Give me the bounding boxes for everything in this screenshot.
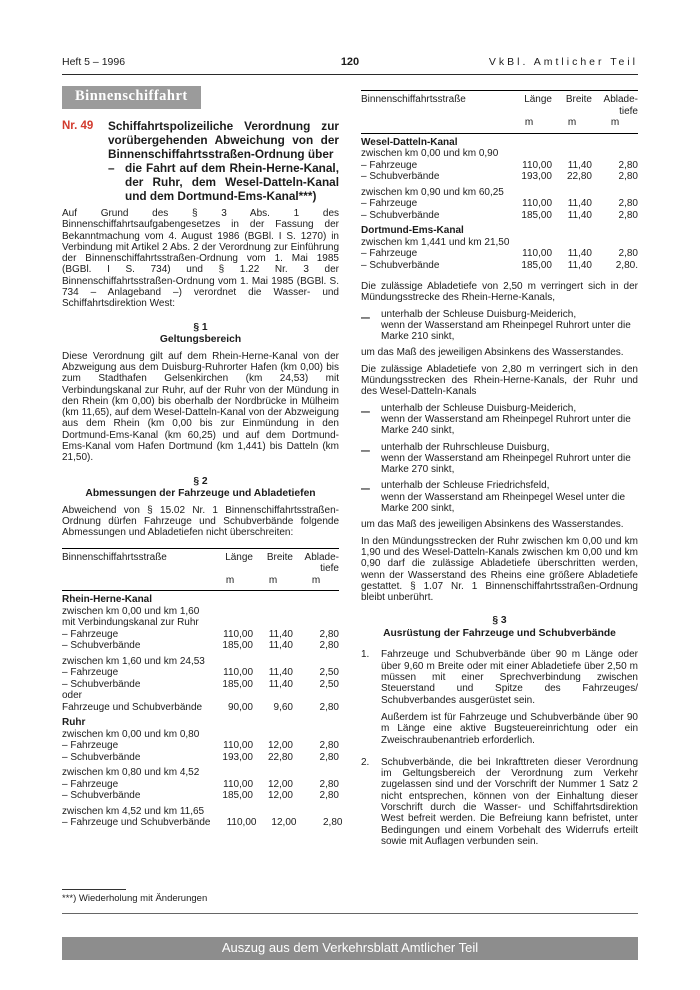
flow-paragraph: In den Mündungsstrecken der Ruhr zwischen km 0,00 und km 1,90 und des Wesel-Datteln-Kanals zwischen km 0,00 und km 0,90 darf die zulässige Abladetiefe überschritten werden, wenn der Wasserstand des Rheins eine größere Abladetiefe gestattet. § 1.07 Nr. 1 Binnenschiffahrtsstraßen-Ordnung bleibt unberührt. (361, 535, 638, 604)
dash-list-item (361, 442, 638, 476)
value-length: 110,00 (223, 740, 253, 752)
table-row (62, 767, 339, 779)
value-length: 185,00 (222, 640, 253, 652)
col-header-depth: Ablade- tiefe (304, 551, 339, 575)
value-width: 9,60 (273, 701, 293, 713)
unit-depth: m (610, 117, 620, 128)
item-paragraph: Schubverbände, die bei Inkrafttreten dieser Verordnung im Geltungsbereich der Verordnung zum Verkehr zugelassen sind und der Vorschrift der Nummer 1 Satz 2 nicht entsprechen, können von der Einhaltung dieser Vorschrift durch die Wasser- und Schiffahrtsdirektion West befreit werden. Die Befreiung kann befristet, unter Bedingungen und einem Vorbehalt des Widerrufs erteilt sowie mit Auflagen verbunden sein. (381, 756, 638, 847)
page-number: 120 (340, 56, 360, 68)
value-depth: 2,80 (319, 790, 339, 802)
footnote-rule (62, 889, 126, 890)
row-label: – Fahrzeuge (62, 778, 119, 790)
value-depth: 2,80 (319, 628, 339, 640)
value-depth: 2,80 (322, 817, 343, 829)
value-width: 12,00 (267, 790, 293, 802)
value-depth: 2,80 (618, 209, 638, 221)
table-row (361, 148, 638, 160)
table-mid-rule (361, 133, 638, 134)
table-mid-rule (62, 590, 339, 591)
value-length: 185,00 (521, 209, 552, 221)
value-length: 110,00 (223, 778, 253, 790)
article-number: Nr. 49 (62, 120, 94, 132)
row-label: – Schubverbände (62, 751, 141, 763)
article-head (62, 119, 339, 203)
value-width: 11,40 (567, 259, 592, 271)
row-label: – Fahrzeuge und Schubverbände (62, 817, 211, 829)
row-label: – Schubverbände (361, 171, 440, 182)
item-paragraph: Fahrzeuge und Schubverbände über 90 m Länge oder über 9,60 m Breite oder mit einer Abladetiefe über 2,50 m müssen mit einer Sprechverbindung zwischen Steuerstand und Spitze des Fahrzeuges/ Schubverbandes ausgerüstet sein. (381, 649, 638, 706)
waterway-group-label: Rhein-Herne-Kanal (62, 594, 153, 606)
section-3-heading: § 3 (492, 615, 507, 627)
row-note: zwischen km 0,00 und km 0,90 (361, 148, 499, 159)
item-paragraph: Außerdem ist für Fahrzeuge und Schubverbände über 90 m Länge eine aktive Bugsteuereinrichtung oder ein Zweischraubenantrieb erforderlich. (381, 711, 638, 746)
row-note: mit Verbindungskanal zur Ruhr (62, 617, 199, 629)
section-2-paragraph: Abweichend von § 15.02 Nr. 1 Binnenschiffahrtsstraßen-Ordnung dürfen Fahrzeuge und Schubverbände folgende Abmessungen und Abladetiefen nicht überschreiten: (62, 504, 339, 539)
left-column (62, 86, 343, 908)
flow-paragraph: Die zulässige Abladetiefe von 2,50 m verringert sich in der Mündungsstrecke des Rhein-Herne-Kanals, (361, 281, 638, 304)
value-depth: 2,80 (618, 198, 638, 209)
table-row (62, 806, 339, 818)
table-row (361, 248, 638, 260)
value-width: 11,40 (567, 198, 592, 209)
table-row (62, 656, 339, 668)
row-note: oder (62, 690, 83, 702)
section-3-items (361, 644, 638, 853)
item-body (381, 649, 638, 751)
table-row (62, 667, 339, 679)
table-row (62, 594, 339, 606)
waterway-group-label: Dortmund-Ems-Kanal (361, 225, 464, 236)
unit-length: m (225, 574, 235, 586)
col-header-depth: Ablade- tiefe (603, 94, 638, 117)
table-row (361, 210, 638, 222)
table-row (62, 790, 339, 802)
table-row (361, 225, 638, 237)
table-row (361, 160, 638, 172)
value-depth: 2,80 (618, 159, 638, 171)
table-row (62, 752, 339, 764)
row-note: zwischen km 1,60 und km 24,53 (62, 655, 205, 667)
value-width: 11,40 (567, 248, 592, 259)
waterway-group-label: Wesel-Datteln-Kanal (361, 136, 458, 148)
col-header-length: Länge (524, 94, 552, 105)
value-width: 11,40 (268, 678, 293, 690)
running-head (62, 56, 638, 68)
section-2-heading: § 2 (193, 475, 208, 487)
table-row (62, 640, 339, 652)
article-title-item (108, 161, 339, 203)
table-row (361, 260, 638, 272)
value-depth: 2,80 (319, 740, 339, 752)
value-length: 110,00 (522, 159, 552, 171)
waterway-group-label: Ruhr (62, 717, 86, 729)
col-header-width: Breite (266, 551, 293, 563)
table-row (361, 187, 638, 199)
value-width: 12,00 (267, 778, 293, 790)
col-header-width: Breite (565, 94, 592, 105)
dash-marker: – (361, 441, 370, 459)
journal-title: VkBl. Amtlicher Teil (488, 56, 638, 68)
row-note: zwischen km 0,00 und km 0,80 (62, 728, 200, 740)
value-length: 110,00 (522, 198, 552, 209)
table-row (62, 629, 339, 641)
row-note: zwischen km 0,00 und km 1,60 (62, 605, 200, 617)
header-rule (62, 74, 638, 75)
section-3-subheading: Ausrüstung der Fahrzeuge und Schubverbände (383, 627, 616, 639)
col-header-street: Binnenschiffahrtsstraße (62, 551, 167, 563)
right-column (361, 86, 638, 908)
page-footer (62, 913, 638, 960)
dash-item-text: unterhalb der Schleuse Duisburg-Meiderich, wenn der Wasserstand am Rheinpegel Ruhrort unter die Marke 210 sinkt, (381, 308, 631, 343)
row-label: – Schubverbände (361, 259, 440, 271)
value-depth: 2,80 (618, 248, 638, 259)
table-header-row (361, 91, 638, 117)
value-length: 193,00 (521, 171, 552, 182)
value-width: 12,00 (267, 740, 293, 752)
value-length: 185,00 (222, 678, 253, 690)
table-row (62, 740, 339, 752)
footnote (62, 889, 339, 908)
row-label: – Schubverbände (62, 678, 141, 690)
value-depth: 2,80 (319, 778, 339, 790)
dash-list-item (361, 480, 638, 514)
intro-paragraph: Auf Grund des § 3 Abs. 1 des Binnenschiffahrtsaufgabengesetzes in der Fassung der Bekanntmachung vom 4. August 1986 (BGBl. I S. 1270) in Verbindung mit Artikel 2 Abs. 2 der Verordnung zur Einführung der Binnenschiffahrtsstraßen-Ordnung vom 1. Mai 1985 (BGBl. I S. 734) und § 1.22 Nr. 3 der Binnenschiffahrtsstraßen-Ordnung vom 1. Mai 1985 (BGBl. S. 734 – Anlageband –) verordnet die Wasser- und Schiffahrtsdirektion West: (62, 208, 339, 310)
value-depth: 2,80 (618, 171, 638, 182)
row-label: – Schubverbände (62, 640, 141, 652)
unit-width: m (268, 574, 278, 586)
dash-marker: – (361, 308, 370, 326)
unit-spacer (62, 575, 207, 587)
table-header-row (62, 549, 339, 575)
table-row (62, 679, 339, 691)
row-note: zwischen km 4,52 und km 11,65 (62, 805, 205, 817)
item-number: 2. (361, 756, 370, 768)
value-width: 11,40 (268, 628, 293, 640)
article-title-block (108, 119, 339, 203)
dimensions-table-right (361, 90, 638, 271)
value-length: 110,00 (223, 667, 253, 679)
table-row (62, 690, 339, 702)
table-row (62, 729, 339, 741)
item-number: 1. (361, 649, 370, 661)
section-2-subheading: Abmessungen der Fahrzeuge und Abladetiefen (85, 488, 316, 500)
flow-paragraph: um das Maß des jeweiligen Absinkens des Wasserstandes. (361, 347, 624, 359)
section-1-subheading: Geltungsbereich (159, 334, 242, 346)
dash-item-text: unterhalb der Ruhrschleuse Duisburg, wenn der Wasserstand am Rheinpegel Ruhrort unter die Marke 270 sinkt, (381, 441, 631, 476)
item-body (381, 757, 638, 853)
section-badge: Binnenschiffahrt (62, 86, 201, 109)
table-row (62, 717, 339, 729)
dash-marker: – (361, 402, 370, 420)
right-text-flow (361, 281, 638, 608)
row-label: – Fahrzeuge (361, 248, 418, 259)
flow-paragraph: Die zulässige Abladetiefe von 2,80 m verringert sich in den Mündungsstrecken des Rhein-Herne-Kanals, der Ruhr und des Wesel-Datteln-Kanals (361, 363, 638, 398)
footer-rule (62, 913, 638, 914)
unit-length: m (524, 117, 534, 128)
value-depth: 2,80 (319, 640, 339, 652)
dash-item-text: unterhalb der Schleuse Friedrichsfeld, wenn der Wasserstand am Rheinpegel Wesel unter die Marke 200 sinkt, (381, 480, 626, 515)
issue-label: Heft 5 – 1996 (62, 56, 126, 68)
value-width: 11,40 (268, 640, 293, 652)
footer-bar: Auszug aus dem Verkehrsblatt Amtlicher Teil (62, 937, 638, 960)
flow-paragraph: um das Maß des jeweiligen Absinkens des Wasserstandes. (361, 519, 624, 531)
value-width: 11,40 (268, 667, 293, 679)
value-width: 22,80 (267, 751, 293, 763)
row-label: – Fahrzeuge (62, 628, 119, 640)
row-note: zwischen km 1,441 und km 21,50 (361, 236, 510, 248)
unit-width: m (567, 117, 577, 128)
row-label: – Fahrzeuge (361, 198, 418, 209)
row-label: – Fahrzeuge (361, 159, 418, 171)
dash-item-text: unterhalb der Schleuse Duisburg-Meiderich, wenn der Wasserstand am Rheinpegel Ruhrort unter die Marke 240 sinkt, (381, 402, 631, 437)
table-row (361, 137, 638, 149)
value-width: 11,40 (567, 159, 592, 171)
dash-marker: – (361, 480, 370, 498)
table-row (62, 606, 339, 618)
table-row (62, 817, 343, 829)
col-header-length: Länge (225, 551, 253, 563)
value-width: 11,40 (567, 209, 592, 221)
value-length: 185,00 (521, 259, 552, 271)
table-units-row (361, 117, 638, 131)
row-label: – Fahrzeuge (62, 740, 119, 752)
table-row (62, 617, 339, 629)
table-row (62, 702, 339, 714)
row-note: zwischen km 0,90 und km 60,25 (361, 186, 504, 198)
numbered-item (361, 757, 638, 853)
unit-spacer (361, 117, 506, 129)
value-depth: 2,80 (319, 751, 339, 763)
row-label: Fahrzeuge und Schubverbände (62, 701, 203, 713)
two-column-body (62, 86, 638, 908)
article-title: Schiffahrtspolizeiliche Verordnung zur vorübergehenden Abweichung von der Binnenschiffahrtsstraßen-Ordnung über (108, 119, 339, 161)
col-header-street: Binnenschiffahrtsstraße (361, 94, 466, 105)
row-label: – Schubverbände (361, 209, 440, 221)
footnote-text: ***) Wiederholung mit Änderungen (62, 893, 208, 904)
row-label: – Schubverbände (62, 790, 141, 802)
value-depth: 2,50 (319, 667, 339, 679)
value-depth: 2,50 (319, 678, 339, 690)
table-row (361, 237, 638, 249)
article-title-item-text: die Fahrt auf dem Rhein-Herne-Kanal, der Ruhr, dem Wesel-Datteln-Kanal und dem Dortmund-Ems-Kanal***) (125, 161, 339, 203)
value-length: 110,00 (522, 248, 552, 259)
value-length: 110,00 (223, 628, 253, 640)
value-depth: 2,80 (319, 701, 339, 713)
numbered-item (361, 649, 638, 751)
row-note: zwischen km 0,80 und km 4,52 (62, 767, 200, 779)
value-width: 12,00 (271, 817, 297, 829)
value-length: 110,00 (226, 817, 257, 829)
dash-marker: – (108, 161, 115, 175)
value-length: 185,00 (222, 790, 253, 802)
table-row (361, 171, 638, 183)
unit-depth: m (311, 574, 321, 586)
table-row (62, 779, 339, 791)
value-length: 90,00 (227, 701, 253, 713)
dash-list-item (361, 403, 638, 437)
table-row (361, 198, 638, 210)
table-units-row (62, 575, 339, 589)
section-1-paragraph: Diese Verordnung gilt auf dem Rhein-Herne-Kanal von der Abzweigung aus dem Duisburg-Ruhrorter Hafen (km 0,00) bis zum Stadthafen Gelsenkirchen (km 24,53) mit Verbindungskanal zur Ruhr, auf der Ruhr von der Mündung in den Rhein (km 0,00) bis oberhalb der Nordbrücke in Mülheim (km 11,65), auf dem Wesel-Datteln-Kanal von der Abzweigung aus dem Rhein (km 0,00 bis zur Einmündung in den Dortmund-Ems-Kanal (km 60,25) und auf dem Dortmund-Ems-Kanal vom Hafen Dortmund (km 1,441) bis Datteln (km 21,50). (62, 350, 339, 464)
dimensions-table-left (62, 548, 343, 829)
value-depth: 2,80. (615, 259, 638, 271)
value-length: 193,00 (222, 751, 253, 763)
dash-list-item (361, 309, 638, 343)
value-width: 22,80 (566, 171, 592, 182)
row-label: – Fahrzeuge (62, 667, 119, 679)
section-1-heading: § 1 (193, 321, 208, 333)
